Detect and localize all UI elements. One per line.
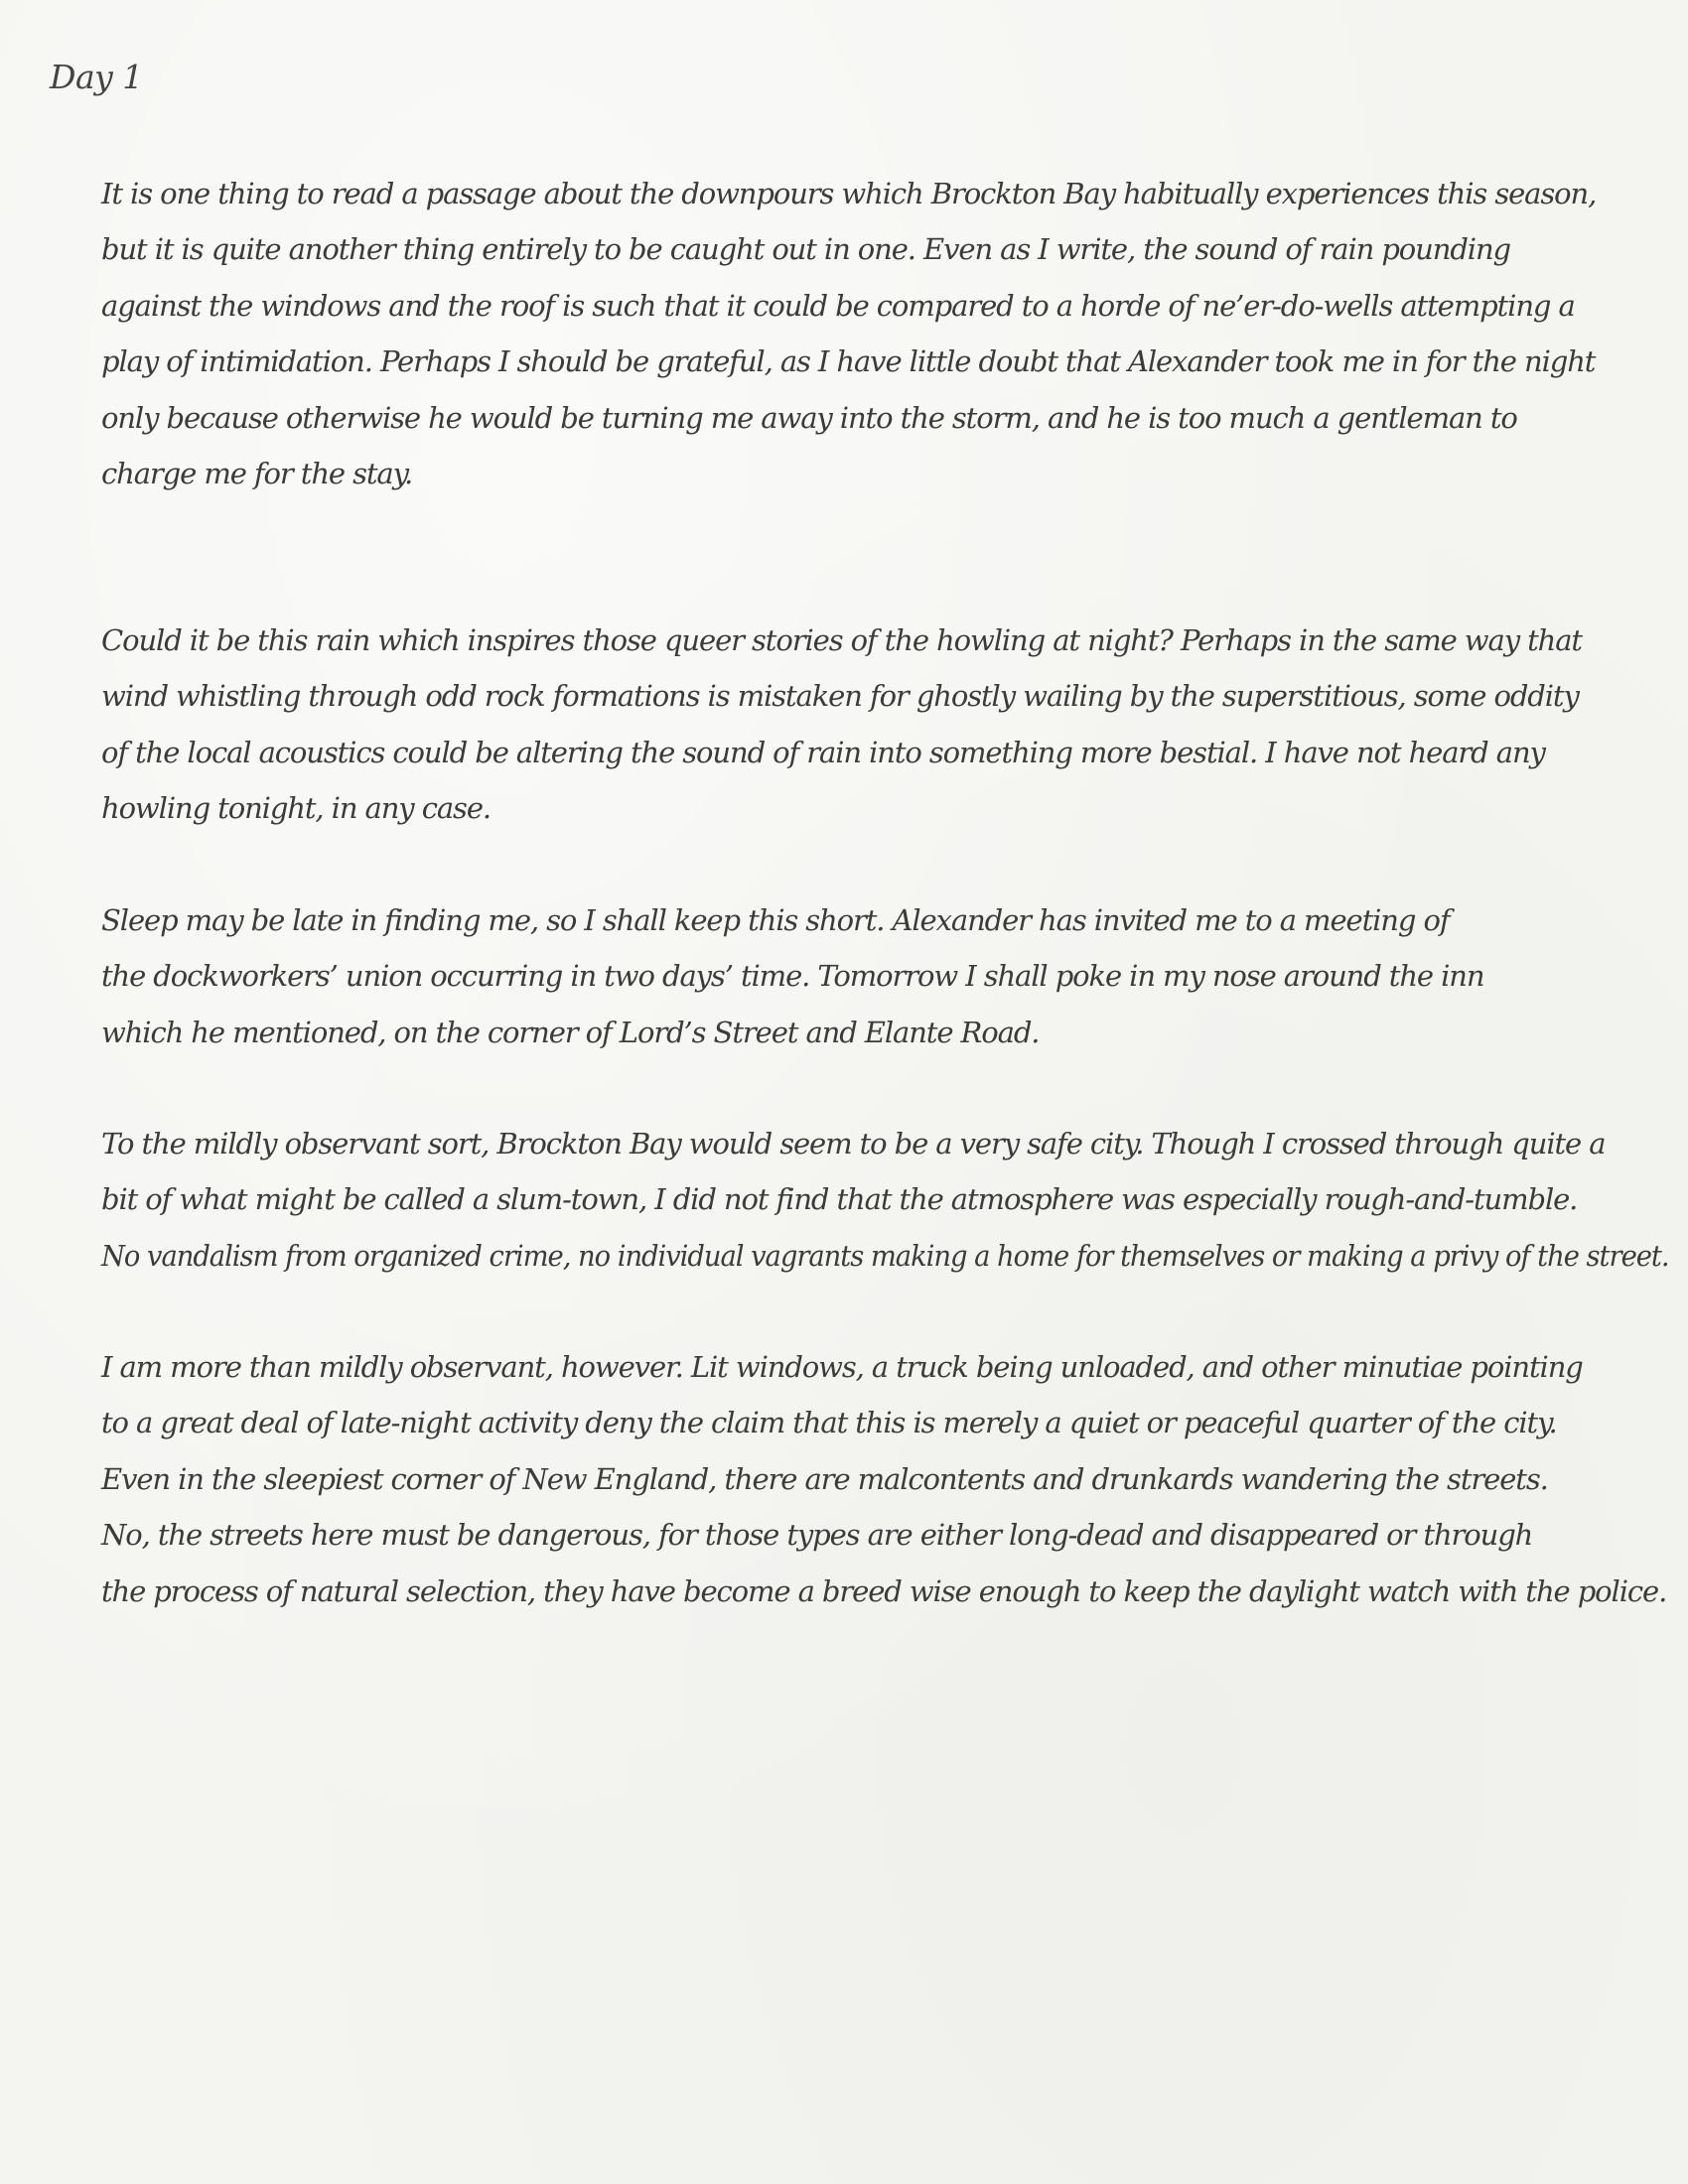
text-line: which he mentioned, on the corner of Lord’s Street and Elante Road.: [101, 1015, 1040, 1049]
text-line: To the mildly observant sort, Brockton Bay would seem to be a very safe city. Though I crossed through quite a: [101, 1127, 1606, 1160]
text-line: Even in the sleepiest corner of New England, there are malcontents and drunkards wandering the streets.: [101, 1461, 1548, 1496]
text-line: the dockworkers’ union occurring in two days’ time. Tomorrow I shall poke in my nose around the inn: [101, 959, 1484, 994]
text-line: of the local acoustics could be altering the sound of rain into something more bestial. I have not heard any: [101, 735, 1545, 769]
text-line: against the windows and the roof is such that it could be compared to a horde of ne’er-do-wells attempting a: [101, 288, 1575, 323]
text-line: Sleep may be late in finding me, so I shall keep this short. Alexander has invited me to a meeting of: [101, 903, 1450, 937]
paragraph-observant: [101, 1339, 1667, 1619]
text-line: Could it be this rain which inspires those queer stories of the howling at night? Perhaps in the same way that: [101, 623, 1582, 657]
text-line: only because otherwise he would be turning me away into the storm, and he is too much a gentleman to: [101, 400, 1517, 435]
text-line: charge me for the stay.: [101, 456, 413, 490]
text-line: but it is quite another thing entirely to be caught out in one. Even as I write, the sound of rain pounding: [101, 232, 1511, 267]
text-line: play of intimidation. Perhaps I should be grateful, as I have little doubt that Alexander took me in for the night: [101, 344, 1596, 379]
text-line: I am more than mildly observant, however. Lit windows, a truck being unloaded, and other minutiae pointing: [101, 1350, 1583, 1384]
text-line: No, the streets here must be dangerous, for those types are either long-dead and disappeared or through: [101, 1518, 1533, 1553]
text-line: bit of what might be called a slum-town, I did not find that the atmosphere was especially rough-and-tumble.: [101, 1182, 1578, 1217]
text-line: It is one thing to read a passage about the downpours which Brockton Bay habitually experiences this season,: [101, 177, 1597, 210]
paragraph-safe-city: [101, 1116, 1669, 1284]
paragraph-meeting: [101, 892, 1650, 1060]
text-line: to a great deal of late-night activity deny the claim that this is merely a quiet or peaceful quarter of the city.: [101, 1406, 1557, 1440]
day-heading: Day 1: [50, 58, 143, 96]
paragraph-howling: [101, 613, 1650, 837]
text-line: wind whistling through odd rock formations is mistaken for ghostly wailing by the superstitious, some oddity: [101, 679, 1579, 714]
text-line: No vandalism from organized crime, no individual vagrants making a home for themselves or making a privy of the street.: [101, 1238, 1669, 1273]
text-line: the process of natural selection, they have become a breed wise enough to keep the daylight watch with the police.: [101, 1573, 1667, 1608]
text-line: howling tonight, in any case.: [101, 791, 491, 826]
paragraph-rain: [101, 166, 1650, 501]
